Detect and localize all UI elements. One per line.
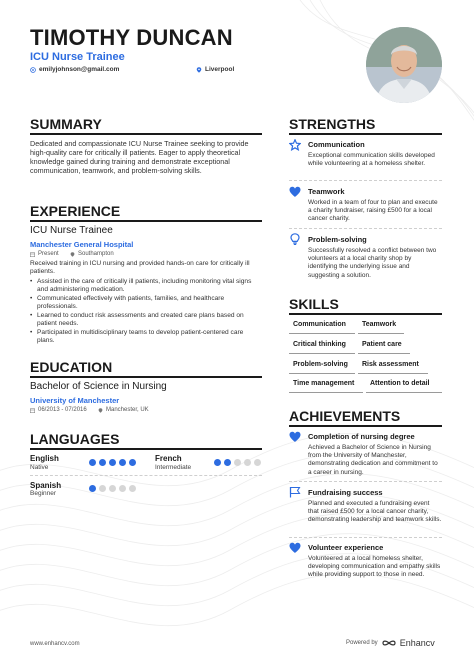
languages-divider (30, 448, 262, 450)
strength-title: Teamwork (308, 187, 345, 196)
rating-dot (99, 485, 106, 492)
skill-underline (289, 353, 355, 354)
rating-dot (129, 459, 136, 466)
location-pin-icon (98, 408, 103, 413)
language-name: French (155, 454, 182, 463)
summary-heading: SUMMARY (30, 116, 102, 132)
skills-divider (289, 313, 442, 315)
skill-tag: Attention to detail (370, 380, 430, 387)
strength-desc: Worked in a team of four to plan and execute a charity fundraiser, raising £500 for a local cancer charity. (308, 199, 438, 223)
education-school: University of Manchester (30, 396, 120, 405)
calendar-icon (30, 408, 35, 413)
skill-tag: Problem-solving (293, 361, 348, 368)
achievement-desc: Achieved a Bachelor of Science in Nursing from the University of Manchester, demonstrating dedication and commitment to a career in nursing. (308, 444, 438, 476)
skill-tag: Time management (293, 380, 355, 387)
language-level: Native (30, 464, 49, 471)
summary-divider (30, 133, 262, 135)
calendar-icon (30, 252, 35, 257)
rating-dot (119, 459, 126, 466)
skill-underline (289, 373, 355, 374)
rating-dot (119, 485, 126, 492)
experience-company: Manchester General Hospital (30, 240, 134, 249)
footer-website[interactable]: www.enhancv.com (30, 641, 80, 647)
rating-dot (214, 459, 221, 466)
email-contact[interactable] (30, 66, 119, 73)
strength-desc: Successfully resolved a conflict between two volunteers at a local charity shop by identifying the underlying issue and suggesting a solution. (308, 247, 437, 279)
brand-name: Enhancv (399, 638, 435, 648)
skill-tag: Patient care (362, 341, 402, 348)
footer-powered-by[interactable] (346, 638, 435, 648)
language-name: English (30, 454, 59, 463)
education-degree: Bachelor of Science in Nursing (30, 381, 167, 392)
achievement-title: Volunteer experience (308, 543, 384, 552)
achievement-separator (289, 481, 442, 482)
profile-photo (366, 27, 442, 103)
achievements-heading: ACHIEVEMENTS (289, 408, 401, 424)
heart-icon (289, 542, 301, 554)
experience-location: Southampton (70, 251, 114, 257)
rating-dot (224, 459, 231, 466)
skills-heading: SKILLS (289, 296, 339, 312)
skill-underline (366, 392, 442, 393)
skill-underline (358, 333, 404, 334)
candidate-name: TIMOTHY DUNCAN (30, 25, 233, 50)
education-location: Manchester, UK (98, 407, 149, 413)
experience-divider (30, 220, 262, 222)
skill-underline (289, 392, 363, 393)
skill-underline (358, 373, 428, 374)
rating-dot (244, 459, 251, 466)
skill-tag: Teamwork (362, 321, 397, 328)
list-item: • Participated in multidisciplinary teams to develop patient-centered care plans. (30, 329, 260, 345)
experience-intro: Received training in ICU nursing and provided hands-on care for critically ill patients. (30, 260, 250, 276)
skill-underline (358, 353, 410, 354)
location-pin-icon (196, 67, 202, 73)
achievements-divider (289, 425, 442, 427)
language-level: Beginner (30, 490, 57, 497)
language-separator (30, 475, 262, 476)
strength-title: Communication (308, 140, 365, 149)
heart-icon (289, 186, 301, 198)
enhancv-logo-icon (382, 639, 396, 647)
language-level: Intermediate (155, 464, 192, 471)
experience-bullets (30, 278, 260, 346)
list-item: • Communicated effectively with patients, families, and healthcare professionals. (30, 295, 260, 311)
skill-tag: Communication (293, 321, 346, 328)
list-item: • Assisted in the care of critically ill patients, including monitoring vital signs and administering medication. (30, 278, 260, 294)
strengths-heading: STRENGTHS (289, 116, 376, 132)
languages-heading: LANGUAGES (30, 431, 120, 447)
powered-by-label: Powered by (346, 640, 378, 646)
education-divider (30, 376, 262, 378)
skill-tag: Critical thinking (293, 341, 346, 348)
experience-heading: EXPERIENCE (30, 203, 121, 219)
strength-separator (289, 180, 442, 181)
list-item: • Learned to conduct risk assessments and created care plans based on patient needs. (30, 312, 260, 328)
rating-dot (109, 485, 116, 492)
at-icon (30, 67, 36, 73)
location-pin-icon (70, 252, 75, 257)
summary-text: Dedicated and compassionate ICU Nurse Trainee seeking to provide high-quality care for critically ill patients. Eager to apply theoretical knowledge gained during training and demonstrate exceptional communication, teamwork, and problem-solving skills. (30, 139, 249, 175)
flag-icon (289, 486, 301, 498)
strength-desc: Exceptional communication skills developed while volunteering at a homeless shelter. (308, 152, 435, 168)
language-rating (214, 459, 261, 466)
skill-tag: Risk assessment (362, 361, 419, 368)
achievement-separator (289, 537, 442, 538)
strength-title: Problem-solving (308, 235, 367, 244)
email-text: emilyjohnson@gmail.com (39, 66, 120, 73)
education-period: 06/2013 - 07/2016 (30, 407, 87, 413)
star-icon (289, 139, 301, 151)
strength-separator (289, 228, 442, 229)
strengths-divider (289, 133, 442, 135)
experience-period: Present (30, 251, 59, 257)
rating-dot (99, 459, 106, 466)
rating-dot (89, 485, 96, 492)
experience-role: ICU Nurse Trainee (30, 225, 113, 236)
achievement-desc: Planned and executed a fundraising event that raised £500 for a local cancer charity, demonstrating leadership and teamwork skills. (308, 500, 442, 524)
language-rating (89, 459, 136, 466)
rating-dot (234, 459, 241, 466)
rating-dot (89, 459, 96, 466)
rating-dot (129, 485, 136, 492)
location-contact (196, 66, 234, 73)
language-name: Spanish (30, 481, 62, 490)
heart-icon (289, 431, 301, 443)
rating-dot (254, 459, 261, 466)
achievement-title: Fundraising success (308, 488, 383, 497)
location-text: Liverpool (205, 66, 235, 73)
skill-underline (289, 333, 355, 334)
achievement-desc: Volunteered at a local homeless shelter, developing communication and empathy skills while providing support to those in need. (308, 555, 441, 579)
achievement-title: Completion of nursing degree (308, 432, 415, 441)
rating-dot (109, 459, 116, 466)
candidate-title: ICU Nurse Trainee (30, 51, 125, 63)
lightbulb-icon (289, 233, 301, 245)
education-heading: EDUCATION (30, 359, 113, 375)
language-rating (89, 485, 136, 492)
